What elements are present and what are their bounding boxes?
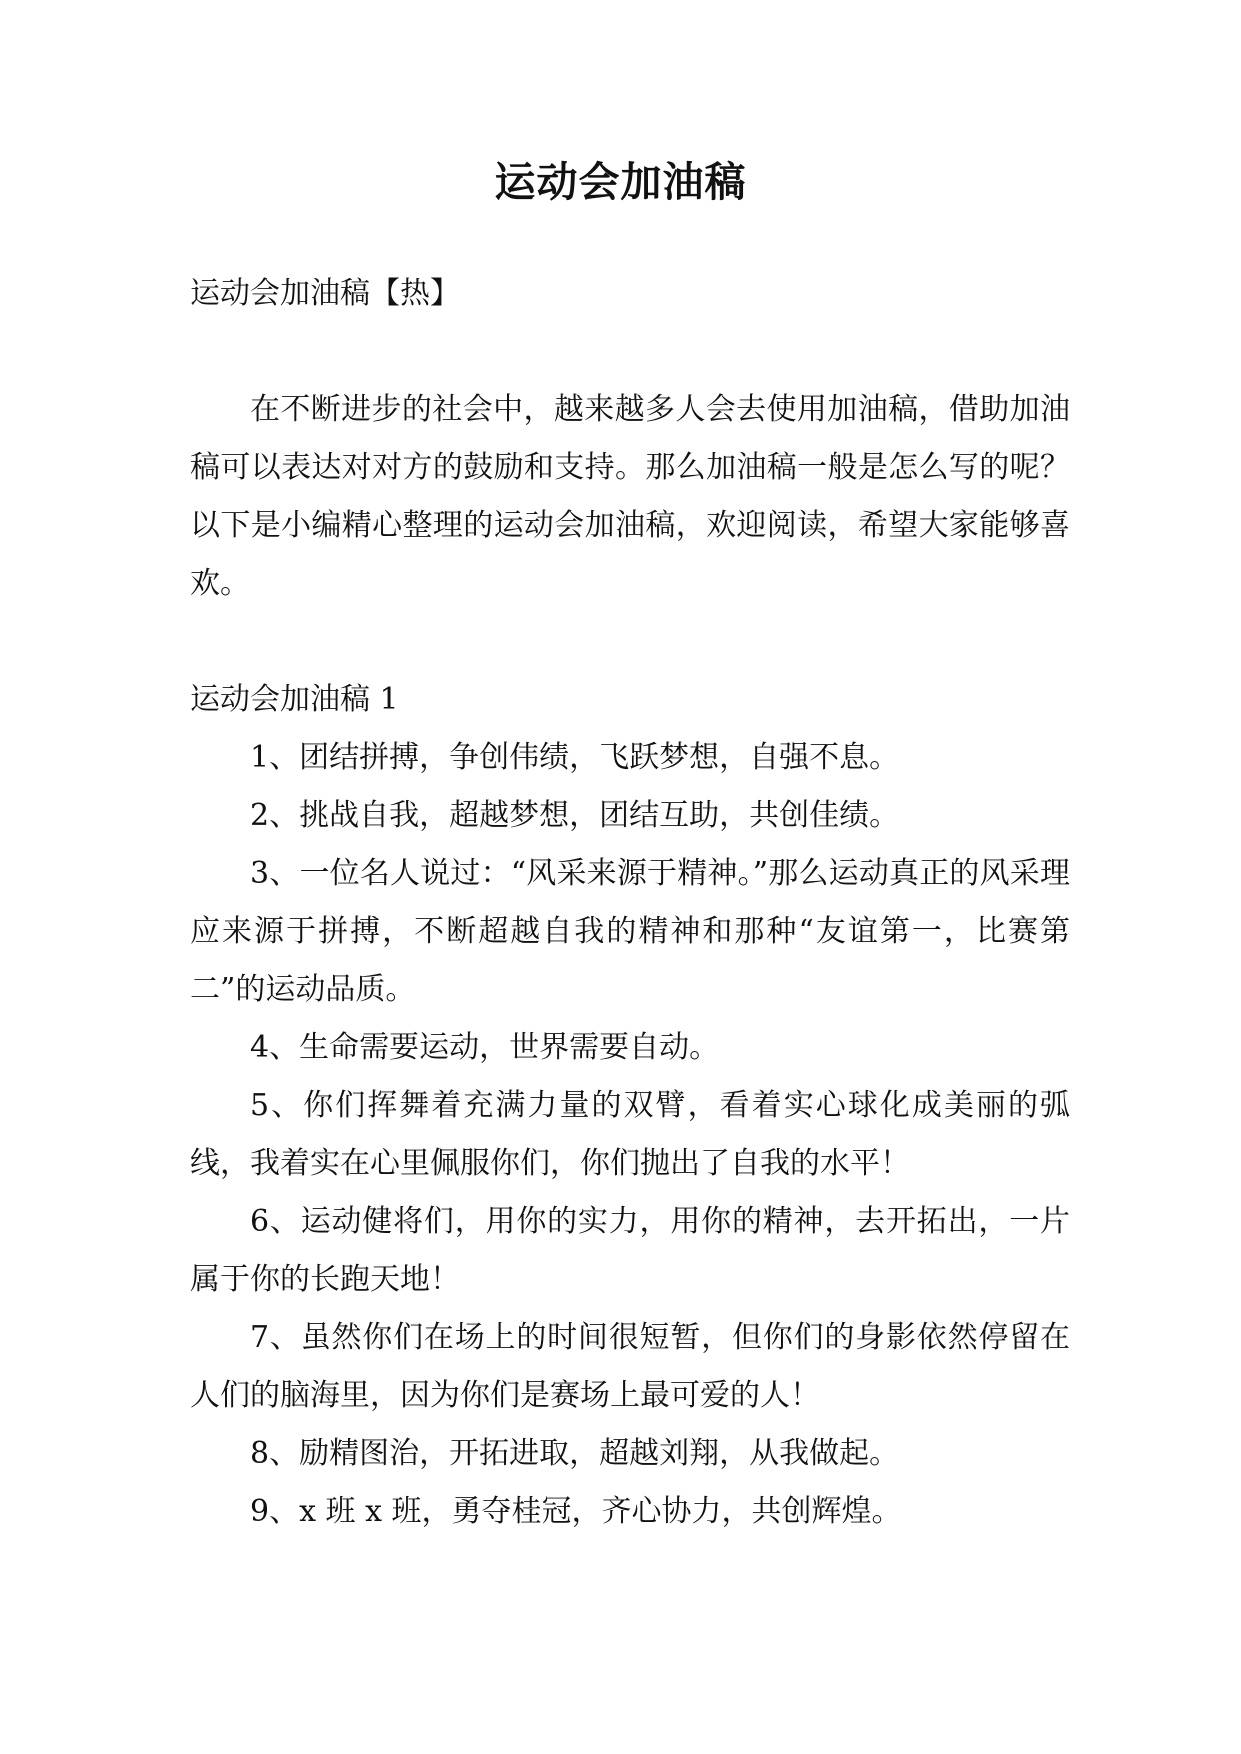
list-item: 7、虽然你们在场上的时间很短暂，但你们的身影依然停留在人们的脑海里，因为你们是赛场上最可爱的人！ xyxy=(190,1320,1070,1413)
list-item: 1、团结拼搏，争创伟绩，飞跃梦想，自强不息。 xyxy=(250,740,900,775)
document-subtitle: 运动会加油稿【热】 xyxy=(190,276,460,311)
list-item: 9、x 班 x 班，勇夺桂冠，齐心协力，共创辉煌。 xyxy=(250,1494,902,1529)
list-item: 3、一位名人说过：“风采来源于精神。”那么运动真正的风采理应来源于拼搏，不断超越自我的精神和那种“友谊第一，比赛第二”的运动品质。 xyxy=(190,856,1070,1007)
document-title: 运动会加油稿 xyxy=(494,158,747,206)
list-item: 4、生命需要运动，世界需要自动。 xyxy=(250,1030,720,1065)
list-item: 6、运动健将们，用你的实力，用你的精神，去开拓出，一片属于你的长跑天地！ xyxy=(190,1204,1070,1297)
intro-paragraph: 在不断进步的社会中，越来越多人会去使用加油稿，借助加油稿可以表达对对方的鼓励和支持。那么加油稿一般是怎么写的呢？以下是小编精心整理的运动会加油稿，欢迎阅读，希望大家能够喜欢。 xyxy=(190,392,1070,601)
list-item: 8、励精图治，开拓进取，超越刘翔，从我做起。 xyxy=(250,1436,900,1471)
list-item: 2、挑战自我，超越梦想，团结互助，共创佳绩。 xyxy=(250,798,900,833)
list-item: 5、你们挥舞着充满力量的双臂，看着实心球化成美丽的弧线，我着实在心里佩服你们，你们抛出了自我的水平！ xyxy=(190,1088,1070,1181)
section-heading: 运动会加油稿 1 xyxy=(190,682,399,717)
document-body xyxy=(190,265,1070,1541)
